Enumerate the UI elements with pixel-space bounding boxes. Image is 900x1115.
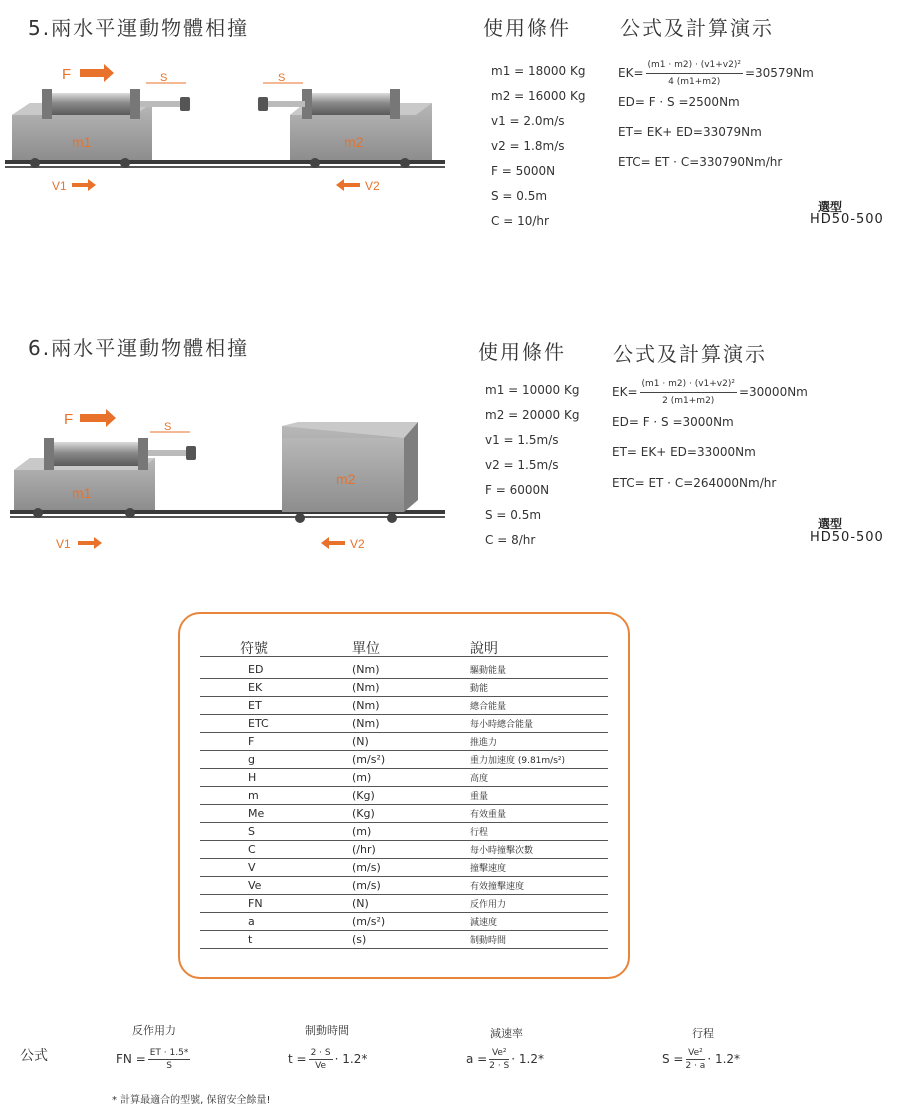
- legend-symbol: EK: [248, 681, 263, 694]
- legend-row: [200, 930, 608, 949]
- legend-symbol: C: [248, 843, 256, 856]
- legend-row: [200, 876, 608, 895]
- legend-row: [200, 912, 608, 931]
- condition-v1: v1 = 2.0m/s: [491, 114, 565, 128]
- condition-s: S = 0.5m: [485, 508, 542, 522]
- legend-description: 制動時間: [470, 936, 507, 946]
- legend-row: [200, 696, 608, 715]
- condition-m2: m2 = 16000 Kg: [491, 89, 586, 103]
- condition-m2: m2 = 20000 Kg: [485, 408, 580, 422]
- legend-description: 行程: [470, 828, 489, 838]
- legend-symbol: m: [248, 789, 259, 802]
- legend-header-unit: 單位: [352, 641, 380, 657]
- legend-symbol: Me: [248, 807, 265, 820]
- legend-symbol: t: [248, 933, 253, 946]
- legend-row: [200, 894, 608, 913]
- section6-formula-header: 公式及計算演示: [613, 342, 767, 366]
- v2-label: V2: [365, 179, 380, 193]
- condition-m1: m1 = 18000 Kg: [491, 64, 586, 78]
- legend-description: 總合能量: [470, 702, 507, 712]
- formula-reaction-title: 反作用力: [132, 1024, 176, 1037]
- legend-unit: (Nm): [352, 681, 380, 694]
- legend-unit: (Kg): [352, 789, 375, 802]
- section6-selection-label: 選型: [818, 517, 843, 531]
- force-arrow: [80, 409, 116, 427]
- legend-header-description: 說明: [470, 641, 498, 657]
- legend-unit: (s): [352, 933, 367, 946]
- formula-stroke-lhs: S =: [662, 1052, 684, 1066]
- legend-unit: (m/s): [352, 879, 381, 892]
- ek-lhs: EK=: [612, 385, 638, 399]
- formula-brake-time: [288, 1048, 367, 1071]
- force-label: F: [62, 66, 72, 83]
- formula-reaction-den: S: [166, 1061, 172, 1071]
- legend-unit: (m/s²): [352, 753, 386, 766]
- mass2-label: m2: [344, 134, 364, 150]
- section6-conditions: [485, 384, 579, 559]
- ek-result: =30000Nm: [738, 385, 808, 399]
- legend-symbol: g: [248, 753, 255, 766]
- condition-v1: v1 = 1.5m/s: [485, 433, 559, 447]
- legend-symbol: H: [248, 771, 257, 784]
- section6-diagram: [0, 400, 460, 555]
- legend-description: 撞擊速度: [470, 864, 507, 874]
- legend-description: 有效撞擊速度: [470, 882, 525, 892]
- section6-title: 6.兩水平運動物體相撞: [28, 336, 250, 360]
- legend-row: [200, 858, 608, 877]
- legend-unit: (m): [352, 825, 372, 838]
- mass2-label: m2: [336, 471, 356, 487]
- legend-description: 每小時總合能量: [470, 720, 534, 730]
- legend-symbol: S: [248, 825, 255, 838]
- v2-label: V2: [350, 537, 365, 551]
- condition-c: C = 8/hr: [485, 533, 536, 547]
- legend-description: 動能: [470, 684, 489, 694]
- section6-selection-model: HD50-500: [810, 530, 884, 545]
- legend-symbol: FN: [248, 897, 263, 910]
- section6-ek-formula: [612, 377, 808, 408]
- legend-description: 驅動能量: [470, 666, 507, 676]
- formula-stroke: [662, 1048, 740, 1071]
- formula-decel: [466, 1048, 544, 1071]
- footnote: * 計算最適合的型號, 保留安全餘量!: [112, 1095, 271, 1106]
- legend-row: [200, 768, 608, 787]
- stroke1-label: S: [160, 72, 168, 84]
- legend-description: 重量: [470, 792, 489, 802]
- section5-etc-formula: ETC= ET · C=330790Nm/hr: [618, 155, 783, 169]
- v1-arrow: [78, 537, 102, 549]
- v2-arrow: [336, 179, 360, 191]
- legend-symbol: ETC: [248, 717, 269, 730]
- legend-description: 反作用力: [470, 900, 507, 910]
- section6-et-formula: ET= EK+ ED=33000Nm: [612, 445, 756, 459]
- force-label: F: [64, 411, 74, 428]
- legend-unit: (Nm): [352, 717, 380, 730]
- legend-unit: (m/s²): [352, 915, 386, 928]
- formula-decel-den: 2 · S: [489, 1061, 510, 1071]
- ek-numerator: (m1 · m2) · (v1+v2)²: [640, 377, 737, 393]
- legend-description: 重力加速度 (9.81m/s²): [470, 756, 566, 766]
- section5-selection-model: HD50-500: [810, 212, 884, 227]
- condition-f: F = 5000N: [491, 164, 556, 178]
- formula-reaction-lhs: FN =: [116, 1052, 146, 1066]
- condition-m1: m1 = 10000 Kg: [485, 383, 580, 397]
- legend-unit: (m): [352, 771, 372, 784]
- legend-symbol: V: [248, 861, 256, 874]
- formula-decel-tail: · 1.2*: [511, 1052, 544, 1066]
- formula-brake-time-lhs: t =: [288, 1052, 307, 1066]
- ek-lhs: EK=: [618, 66, 644, 80]
- condition-v2: v2 = 1.8m/s: [491, 139, 565, 153]
- section5-diagram: [0, 55, 460, 205]
- mass1-label: m1: [72, 485, 92, 501]
- legend-row: [200, 714, 608, 733]
- ek-result: =30579Nm: [744, 66, 814, 80]
- section6-ed-formula: ED= F · S =3000Nm: [612, 415, 734, 429]
- formula-stroke-title: 行程: [692, 1027, 714, 1040]
- legend-symbol: Ve: [248, 879, 262, 892]
- legend-unit: (Kg): [352, 807, 375, 820]
- formula-stroke-den: 2 · a: [685, 1061, 706, 1071]
- formula-reaction: [116, 1048, 192, 1071]
- rail-lower: [5, 166, 445, 168]
- legend-description: 推進力: [470, 738, 498, 748]
- ek-numerator: (m1 · m2) · (v1+v2)²: [646, 58, 743, 74]
- v2-arrow: [321, 537, 345, 549]
- legend-symbol: ED: [248, 663, 264, 676]
- legend-symbol: ET: [248, 699, 262, 712]
- legend-symbol: a: [248, 915, 255, 928]
- section5-conditions-header: 使用條件: [483, 16, 571, 40]
- formulas-label: 公式: [20, 1048, 48, 1064]
- formula-brake-time-tail: · 1.2*: [334, 1052, 368, 1066]
- legend-row: [200, 840, 608, 859]
- legend-row: [200, 750, 608, 769]
- legend-description: 每小時撞擊次數: [470, 846, 534, 856]
- legend-unit: (Nm): [352, 699, 380, 712]
- legend-unit: (m/s): [352, 861, 381, 874]
- legend-symbol: F: [248, 735, 255, 748]
- section5-selection-label: 選型: [818, 200, 843, 214]
- rail: [5, 160, 445, 164]
- condition-f: F = 6000N: [485, 483, 550, 497]
- formula-stroke-num: Ve²: [686, 1048, 706, 1060]
- v1-arrow: [72, 179, 96, 191]
- formula-brake-time-den: Ve: [315, 1061, 327, 1071]
- legend-description: 高度: [470, 774, 489, 784]
- legend-row: [200, 804, 608, 823]
- condition-c: C = 10/hr: [491, 214, 549, 228]
- section5-conditions: [491, 65, 585, 240]
- legend-header-symbol: 符號: [240, 641, 268, 657]
- formula-decel-num: Ve²: [489, 1048, 509, 1060]
- cylinder-m1: [48, 442, 143, 466]
- v1-label: V1: [52, 179, 67, 193]
- v1-label: V1: [56, 537, 71, 551]
- condition-v2: v2 = 1.5m/s: [485, 458, 559, 472]
- section6-conditions-header: 使用條件: [478, 340, 566, 364]
- condition-s: S = 0.5m: [491, 189, 548, 203]
- legend-row: [200, 678, 608, 697]
- section5-title: 5.兩水平運動物體相撞: [28, 16, 250, 40]
- cylinder-m2: [305, 93, 397, 115]
- legend-description: 減速度: [470, 918, 498, 928]
- ek-denominator: 2 (m1+m2): [662, 396, 715, 406]
- formula-brake-time-num: 2 · S: [310, 1048, 331, 1058]
- formula-reaction-num: ET · 1.5*: [149, 1048, 189, 1058]
- legend-unit: (N): [352, 897, 369, 910]
- stroke2-label: S: [278, 72, 286, 84]
- section5-et-formula: ET= EK+ ED=33079Nm: [618, 125, 762, 139]
- stroke1-label: S: [164, 421, 172, 433]
- legend-header-row: [200, 638, 608, 657]
- legend-unit: (/hr): [352, 843, 376, 856]
- mass1-label: m1: [72, 134, 92, 150]
- legend-row: [200, 786, 608, 805]
- formula-stroke-tail: · 1.2*: [707, 1052, 741, 1066]
- section5-formula-header: 公式及計算演示: [620, 16, 774, 40]
- section5-ek-formula: [618, 58, 814, 89]
- formula-decel-lhs: a =: [466, 1052, 488, 1066]
- section5-ed-formula: ED= F · S =2500Nm: [618, 95, 740, 109]
- cylinder-m1: [45, 93, 137, 115]
- formula-brake-time-title: 制動時間: [305, 1024, 349, 1037]
- section6-etc-formula: ETC= ET · C=264000Nm/hr: [612, 476, 777, 490]
- legend-row: [200, 822, 608, 841]
- legend-row: [200, 660, 608, 679]
- legend-description: 有效重量: [470, 810, 507, 820]
- legend-unit: (Nm): [352, 663, 380, 676]
- ek-denominator: 4 (m1+m2): [668, 77, 721, 87]
- rail-lower: [10, 516, 445, 518]
- force-arrow: [80, 64, 114, 82]
- legend-row: [200, 732, 608, 751]
- legend-unit: (N): [352, 735, 369, 748]
- formula-decel-title: 減速率: [490, 1027, 523, 1040]
